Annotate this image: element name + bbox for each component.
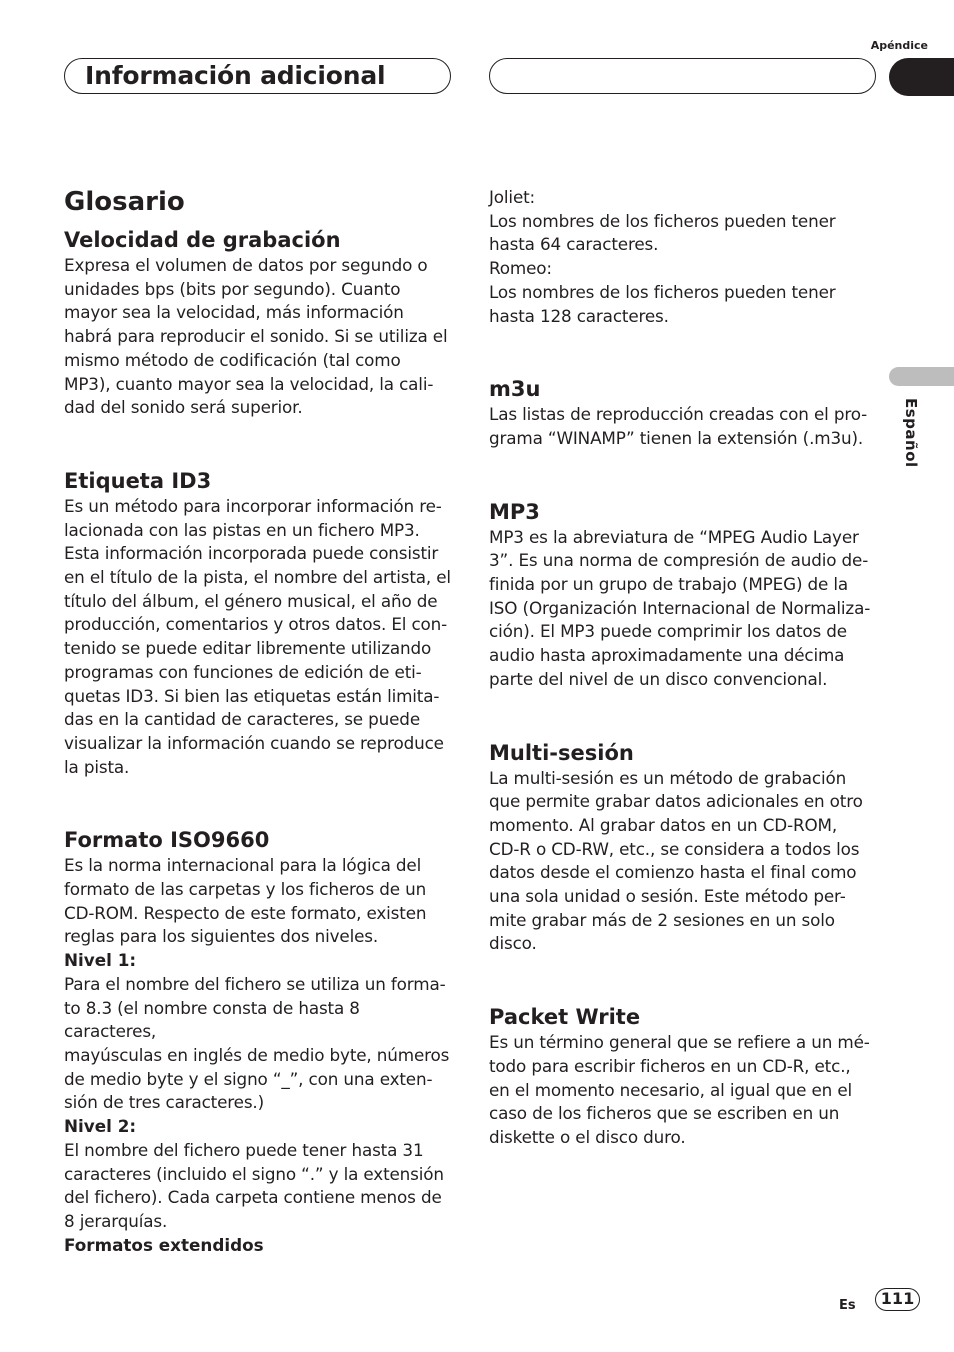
text-line: mayúsculas en inglés de medio byte, números [64, 1044, 450, 1065]
heading-mp3: MP3 [489, 499, 540, 524]
text-line: de medio byte y el signo “_”, con una exten- [64, 1068, 433, 1089]
heading-m3u: m3u [489, 377, 541, 402]
heading-id3: Etiqueta ID3 [64, 468, 212, 493]
text-line: caso de los ficheros que se escriben en un [489, 1103, 840, 1124]
text-line: visualizar la información cuando se reproduce [64, 732, 444, 753]
text-line: la pista. [64, 756, 130, 777]
text-line: datos desde el comienzo hasta el final como [489, 862, 857, 883]
section-label: Apéndice [870, 39, 928, 52]
header-title-frame [64, 58, 451, 94]
text-line: formato de las carpetas y los ficheros de un [64, 879, 427, 900]
text-line: dad del sonido será superior. [64, 397, 303, 418]
text-line: CD-ROM. Respecto de este formato, existen [64, 902, 427, 923]
text-line: grama “WINAMP” tienen la extensión (.m3u). [489, 427, 864, 448]
text-line: quetas ID3. Si bien las etiquetas están limita- [64, 685, 440, 706]
page-number: 111 [875, 1288, 920, 1311]
right-column [489, 186, 879, 1150]
body-id3 [64, 495, 454, 779]
text-line: tenido se puede editar libremente utilizando [64, 638, 432, 659]
text-line: Joliet: [489, 187, 536, 207]
text-line: caracteres (incluido el signo “.” y la extensión [64, 1163, 444, 1184]
text-line: Los nombres de los ficheros pueden tener [489, 210, 836, 231]
body-iso [64, 854, 454, 1257]
text-line: Para el nombre del fichero se utiliza un forma- [64, 973, 446, 994]
text-line: Romeo: [489, 258, 552, 279]
body-packet-write [489, 1031, 879, 1150]
language-tab-marker [889, 367, 954, 386]
text-line: Las listas de reproducción creadas con el pro- [489, 404, 868, 425]
text-line: momento. Al grabar datos en un CD-ROM, [489, 814, 838, 835]
text-line: Los nombres de los ficheros pueden tener [489, 281, 836, 302]
body-m3u [489, 403, 879, 450]
text-line: El nombre del fichero puede tener hasta 31 [64, 1139, 424, 1160]
subheading-formatos-extendidos: Formatos extendidos [64, 1234, 264, 1255]
text-line: producción, comentarios y otros datos. El con- [64, 614, 448, 635]
text-line: Esta información incorporada puede consistir [64, 543, 439, 564]
text-line: Es un método para incorporar información re- [64, 495, 442, 516]
text-line: Es la norma internacional para la lógica del [64, 855, 422, 876]
text-line: La multi-sesión es un método de grabación [489, 767, 847, 788]
text-line: hasta 64 caracteres. [489, 234, 659, 255]
body-iso-extended [489, 186, 879, 328]
language-side-label: Español [902, 398, 920, 468]
text-line: habrá para reproducir el sonido. Si se utiliza el [64, 326, 448, 347]
text-line: disco. [489, 933, 537, 954]
text-line: audio hasta aproximadamente una décima [489, 645, 845, 666]
glossary-title: Glosario [64, 187, 185, 217]
body-mp3 [489, 526, 879, 692]
body-velocidad [64, 254, 454, 420]
section-tab-marker [889, 58, 954, 96]
text-line: 8 jerarquías. [64, 1210, 168, 1231]
text-line: en el momento necesario, al igual que en el [489, 1079, 853, 1100]
text-line: hasta 128 caracteres. [489, 305, 669, 326]
text-line: que permite grabar datos adicionales en otro [489, 791, 863, 812]
text-line: ción). El MP3 puede comprimir los datos de [489, 621, 847, 642]
text-line: MP3 es la abreviatura de “MPEG Audio Layer [489, 526, 859, 547]
left-column [64, 184, 454, 1257]
text-line: das en la cantidad de caracteres, se puede [64, 709, 420, 730]
text-line: en el título de la pista, el nombre del artista, el [64, 567, 451, 588]
text-line: todo para escribir ficheros en un CD-R, etc., [489, 1055, 851, 1076]
subheading-nivel-1: Nivel 1: [64, 950, 137, 971]
text-line: 3”. Es una norma de compresión de audio de- [489, 550, 869, 571]
text-line: sión de tres caracteres.) [64, 1092, 265, 1113]
text-line: mite grabar más de 2 sesiones en un solo [489, 909, 835, 930]
header-empty-frame [489, 58, 876, 94]
heading-iso: Formato ISO9660 [64, 828, 270, 853]
text-line: unidades bps (bits por segundo). Cuanto [64, 278, 401, 299]
language-code: Es [839, 1298, 856, 1313]
text-line: mayor sea la velocidad, más información [64, 302, 404, 323]
heading-multisesion: Multi-sesión [489, 740, 634, 765]
text-line: una sola unidad o sesión. Este método per- [489, 886, 846, 907]
text-line: finida por un grupo de trabajo (MPEG) de la [489, 574, 849, 595]
body-multisesion [489, 767, 879, 957]
text-line: to 8.3 (el nombre consta de hasta 8 caracteres, [64, 997, 360, 1042]
text-line: parte del nivel de un disco convencional. [489, 668, 828, 689]
heading-velocidad: Velocidad de grabación [64, 228, 341, 252]
text-line: Expresa el volumen de datos por segundo o [64, 255, 428, 275]
text-line: ISO (Organización Internacional de Normaliza- [489, 597, 871, 618]
text-line: MP3), cuanto mayor sea la velocidad, la cali- [64, 373, 434, 394]
text-line: lacionada con las pistas en un fichero MP3. [64, 519, 420, 540]
text-line: Es un término general que se refiere a un mé- [489, 1032, 870, 1053]
text-line: del fichero). Cada carpeta contiene menos de [64, 1187, 442, 1208]
text-line: CD-R o CD-RW, etc., se considera a todos los [489, 838, 860, 859]
subheading-nivel-2: Nivel 2: [64, 1116, 137, 1137]
heading-packet-write: Packet Write [489, 1005, 641, 1030]
text-line: título del álbum, el género musical, el año de [64, 590, 438, 611]
page-title: Información adicional [85, 61, 386, 90]
text-line: mismo método de codificación (tal como [64, 349, 401, 370]
text-line: programas con funciones de edición de eti- [64, 661, 422, 682]
text-line: reglas para los siguientes dos niveles. [64, 926, 379, 947]
text-line: diskette o el disco duro. [489, 1126, 686, 1147]
